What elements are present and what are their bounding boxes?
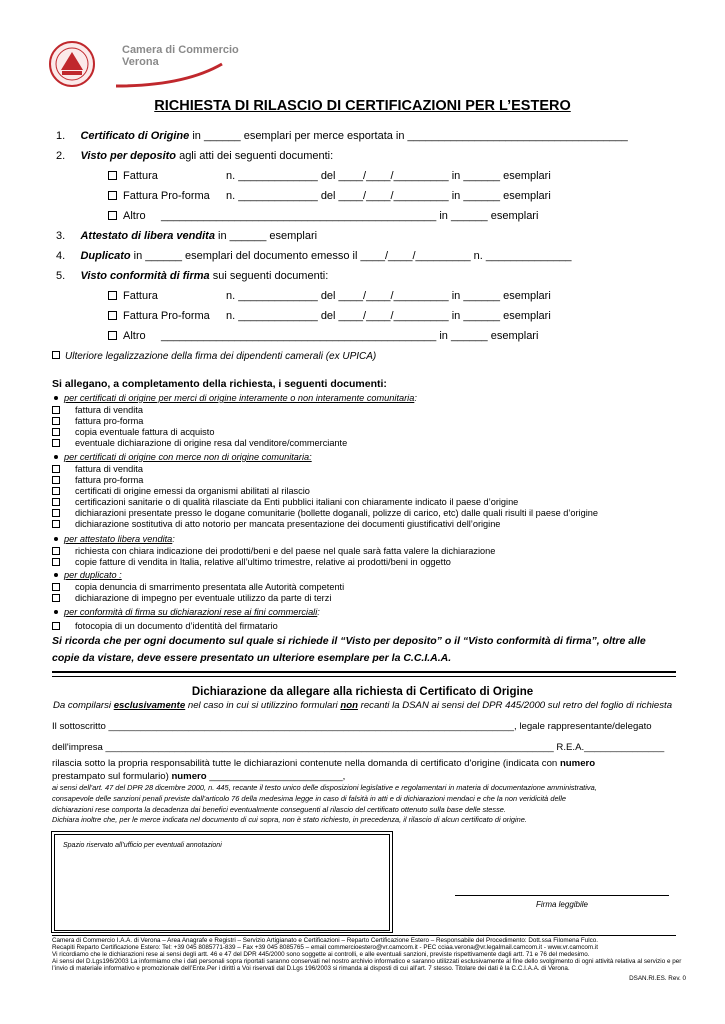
legal-text-3: dichiarazioni rese comporta la decadenza dai benefici eventualmente conseguenti al rilascio del certificato ottenuto sulla base delle stesse.: [52, 805, 506, 814]
checkbox-icon[interactable]: [108, 191, 117, 200]
group-1-title: per certificati di origine per merci di origine interamente o non interamente comunitaria:: [52, 393, 417, 403]
list-item[interactable]: fotocopia di un documento d’identità del firmatario: [52, 621, 278, 631]
checkbox-icon[interactable]: [52, 406, 60, 414]
item-5-row-proforma-fields: n. _____________ del ____/____/_________ in ______ esemplari: [226, 310, 551, 322]
checkbox-icon[interactable]: [108, 171, 117, 180]
nota-line1: Si ricorda che per ogni documento sul quale si richiede il “Visto per deposito” o il “Visto conformità di firma”, oltre alle: [52, 635, 646, 647]
nota-line2: copie da vistare, deve essere presentato un ulteriore esemplare per la C.C.I.A.A.: [52, 652, 452, 664]
prestampato-text[interactable]: prestampato sul formulario) numero _________________________,: [52, 771, 346, 782]
checkbox-icon[interactable]: [52, 439, 60, 447]
bullet-icon: [54, 573, 58, 577]
item-5-row-altro-fields: _____________________________________________ in ______ esemplari: [161, 330, 539, 342]
list-item[interactable]: dichiarazione di impegno per eventuale utilizzo da parte di terzi: [52, 593, 331, 603]
checkbox-icon[interactable]: [52, 487, 60, 495]
checkbox-icon[interactable]: [52, 622, 60, 630]
seal-icon: [48, 40, 96, 88]
footer-line-4: Ai sensi del D.Lgs196/2003 La informiamo che i dati personali sopra riportati saranno conservati nel nostro archivio informatico e saranno utilizzati esclusivamente al fine dello svolgimento di ogni attività relativa al servizio e per: [52, 958, 682, 965]
office-notes-box: [51, 831, 393, 933]
item-2-text: agli atti dei seguenti documenti:: [176, 150, 334, 162]
footer-line-3: Vi ricordiamo che le dichiarazioni rese ai sensi degli artt. 46 e 47 del DPR 445/2000 sono soggette ai controlli, e alle eventuali sanzioni, previste rispettivamente dagli artt. 71 e 76 del medesimo.: [52, 951, 590, 958]
logo-line1: Camera di Commercio: [122, 44, 239, 56]
list-item[interactable]: copia eventuale fattura di acquisto: [52, 427, 214, 437]
footer-line-5: l’invio di materiale informativo e promozionale dell’Ente.Per i diritti a Voi riservati dal D.Lgs 196/2003 si rimanda ai disposti di cui all’art. 7 stesso. Titolare dei dati è la C.C.I.A.A. di Verona.: [52, 965, 570, 972]
item-2-row-altro-fields: _____________________________________________ in ______ esemplari: [161, 210, 539, 222]
item-5: 5. Visto conformità di firma sui seguenti documenti:: [56, 270, 329, 282]
list-item[interactable]: eventuale dichiarazione di origine resa dal venditore/commerciante: [52, 438, 347, 448]
item-2-row-proforma[interactable]: Fattura Pro-forma: [108, 190, 210, 202]
footer-line-2: Recapiti Reparto Certificazione Estero: Tel: +39 045 8085771-839 – Fax +39 045 8085765 – email commercioestero@vr.camcom.it - PEC cciaa.verona@vr.legalmail.camcom.it - www.vr.camcom.it: [52, 944, 599, 951]
bullet-icon: [54, 455, 58, 459]
item-1-num: 1.: [56, 130, 66, 142]
bullet-icon: [54, 537, 58, 541]
item-3-label: Attestato di libera vendita: [80, 230, 215, 242]
item-5-row-altro[interactable]: Altro: [108, 330, 146, 342]
checkbox-icon[interactable]: [108, 311, 117, 320]
item-5-row-proforma[interactable]: Fattura Pro-forma: [108, 310, 210, 322]
page-title: RICHIESTA DI RILASCIO DI CERTIFICAZIONI PER L’ESTERO: [154, 98, 571, 114]
item-4-label: Duplicato: [80, 250, 131, 262]
item-2-label: Visto per deposito: [80, 150, 177, 162]
dichiarazione-subtitle: Da compilarsi esclusivamente nel caso in cui si utilizzino formulari non recanti la DSAN ai sensi del DPR 445/2000 sul retro del foglio di richiesta: [52, 700, 673, 711]
list-item[interactable]: fattura pro-forma: [52, 416, 143, 426]
legal-text-4: Dichiara inoltre che, per le merce indicata nel documento di cui sopra, non è stato richiesto, in precedenza, il rilascio di alcun certificato di origine.: [52, 815, 527, 824]
list-item[interactable]: fattura pro-forma: [52, 475, 143, 485]
list-item[interactable]: dichiarazioni presentate presso le dogane comunitarie (bollette doganali, polizze di carico, etc) dalle quali risulti il paese d’origine: [52, 508, 598, 518]
item-2-row-fattura[interactable]: Fattura: [108, 170, 158, 182]
list-item[interactable]: certificazioni sanitarie o di qualità rilasciate da Enti pubblici italiani con chiaramente indicato il paese d’origine: [52, 497, 518, 507]
impresa-field[interactable]: dell'impresa ____________________________________________________________________________________ R.E.A._______________: [52, 742, 665, 753]
checkbox-icon[interactable]: [52, 351, 60, 359]
group-2-title: per certificati di origine con merce non di origine comunitaria:: [52, 452, 312, 462]
section-divider: [52, 671, 676, 673]
checkbox-icon[interactable]: [52, 520, 60, 528]
rilascia-text: rilascia sotto la propria responsabilità tutte le dichiarazioni contenute nella domanda di certificato d'origine (indicata con numero: [52, 758, 596, 769]
sottoscritto-field[interactable]: Il sottoscritto ____________________________________________________________________________, legale rappresentante/delegato: [52, 721, 652, 732]
item-5-label: Visto conformità di firma: [80, 270, 210, 282]
item-2-row-proforma-fields: n. _____________ del ____/____/_________ in ______ esemplari: [226, 190, 551, 202]
list-item[interactable]: fattura di vendita: [52, 464, 143, 474]
item-2-row-altro[interactable]: Altro: [108, 210, 146, 222]
bullet-icon: [54, 610, 58, 614]
group-3-title: per attestato libera vendita:: [52, 534, 175, 544]
item-4: 4. Duplicato in ______ esemplari del documento emesso il ____/____/_________ n. ______________: [56, 250, 572, 262]
item-1: [56, 130, 628, 142]
list-item[interactable]: fattura di vendita: [52, 405, 143, 415]
checkbox-icon[interactable]: [52, 465, 60, 473]
legal-text-2: consapevole delle sanzioni penali previste dall’articolo 76 della medesima legge in caso di falsità in atti e di dichiarazioni mendaci e che la non veridicità delle: [52, 794, 566, 803]
footer-line-1: Camera di Commercio I.A.A. di Verona – Area Anagrafe e Registri – Servizio Artigianato e Certificazioni – Reparto Certificazione Estero – Responsabile del Procedimento: Dott.ssa Filomena Fulco.: [52, 937, 598, 944]
bullet-icon: [54, 396, 58, 400]
item-1-label: Certificato di Origine: [80, 130, 190, 142]
item-3: 3. Attestato di libera vendita in ______ esemplari: [56, 230, 318, 242]
logo-line2: Verona: [122, 56, 159, 68]
dichiarazione-title: Dichiarazione da allegare alla richiesta di Certificato di Origine: [191, 686, 534, 698]
signature-line[interactable]: [455, 895, 669, 896]
list-item[interactable]: richiesta con chiara indicazione dei prodotti/beni e del paese nel quale sarà fatta valere la dichiarazione: [52, 546, 495, 556]
signature-label: Firma leggibile: [535, 900, 589, 909]
item-5-row-fattura[interactable]: Fattura: [108, 290, 158, 302]
checkbox-icon[interactable]: [52, 509, 60, 517]
group-5-title: per conformità di firma su dichiarazioni rese ai fini commerciali:: [52, 607, 320, 617]
item-2-num: 2.: [56, 150, 66, 162]
swoosh-icon: [114, 60, 234, 90]
item-1-text: in ______ esemplari per merce esportata in ____________________________________: [189, 130, 628, 142]
document-code: DSAN.RI.ES. Rev. 0: [629, 975, 686, 982]
ulteriore-option[interactable]: Ulteriore legalizzazione della firma dei dipendenti camerali (ex UPICA): [52, 351, 376, 362]
list-item[interactable]: dichiarazione sostitutiva di atto notorio per mancata presentazione dei documenti giustificativi dell’origine: [52, 519, 500, 529]
checkbox-icon[interactable]: [52, 594, 60, 602]
checkbox-icon[interactable]: [108, 331, 117, 340]
checkbox-icon[interactable]: [52, 583, 60, 591]
chamber-logo: [48, 40, 238, 90]
item-2-row-fattura-fields: n. _____________ del ____/____/_________ in ______ esemplari: [226, 170, 551, 182]
checkbox-icon[interactable]: [52, 428, 60, 436]
group-4-title: per duplicato :: [52, 570, 122, 580]
office-notes-label: Spazio riservato all’ufficio per eventuali annotazioni: [63, 842, 222, 849]
list-item[interactable]: copie fatture di vendita in Italia, relative all’ultimo trimestre, relative ai prodotti/beni in oggetto: [52, 557, 451, 567]
checkbox-icon[interactable]: [52, 417, 60, 425]
legal-text-1: ai sensi dell’art. 47 del DPR 28 dicembre 2000, n. 445, recante il testo unico delle disposizioni legislative e regolamentari in materia di documentazione amministrativa,: [52, 783, 597, 792]
item-2: [56, 150, 333, 162]
checkbox-icon[interactable]: [52, 476, 60, 484]
list-item[interactable]: copia denuncia di smarrimento presentata alle Autorità competenti: [52, 582, 344, 592]
checkbox-icon[interactable]: [52, 558, 60, 566]
list-item[interactable]: certificati di origine emessi da organismi abilitati al rilascio: [52, 486, 310, 496]
allegati-heading: Si allegano, a completamento della richiesta, i seguenti documenti:: [52, 378, 387, 390]
footer-divider: [52, 935, 676, 936]
checkbox-icon[interactable]: [52, 547, 60, 555]
section-divider: [52, 676, 676, 677]
checkbox-icon[interactable]: [108, 211, 117, 220]
item-5-row-fattura-fields: n. _____________ del ____/____/_________ in ______ esemplari: [226, 290, 551, 302]
checkbox-icon[interactable]: [52, 498, 60, 506]
checkbox-icon[interactable]: [108, 291, 117, 300]
